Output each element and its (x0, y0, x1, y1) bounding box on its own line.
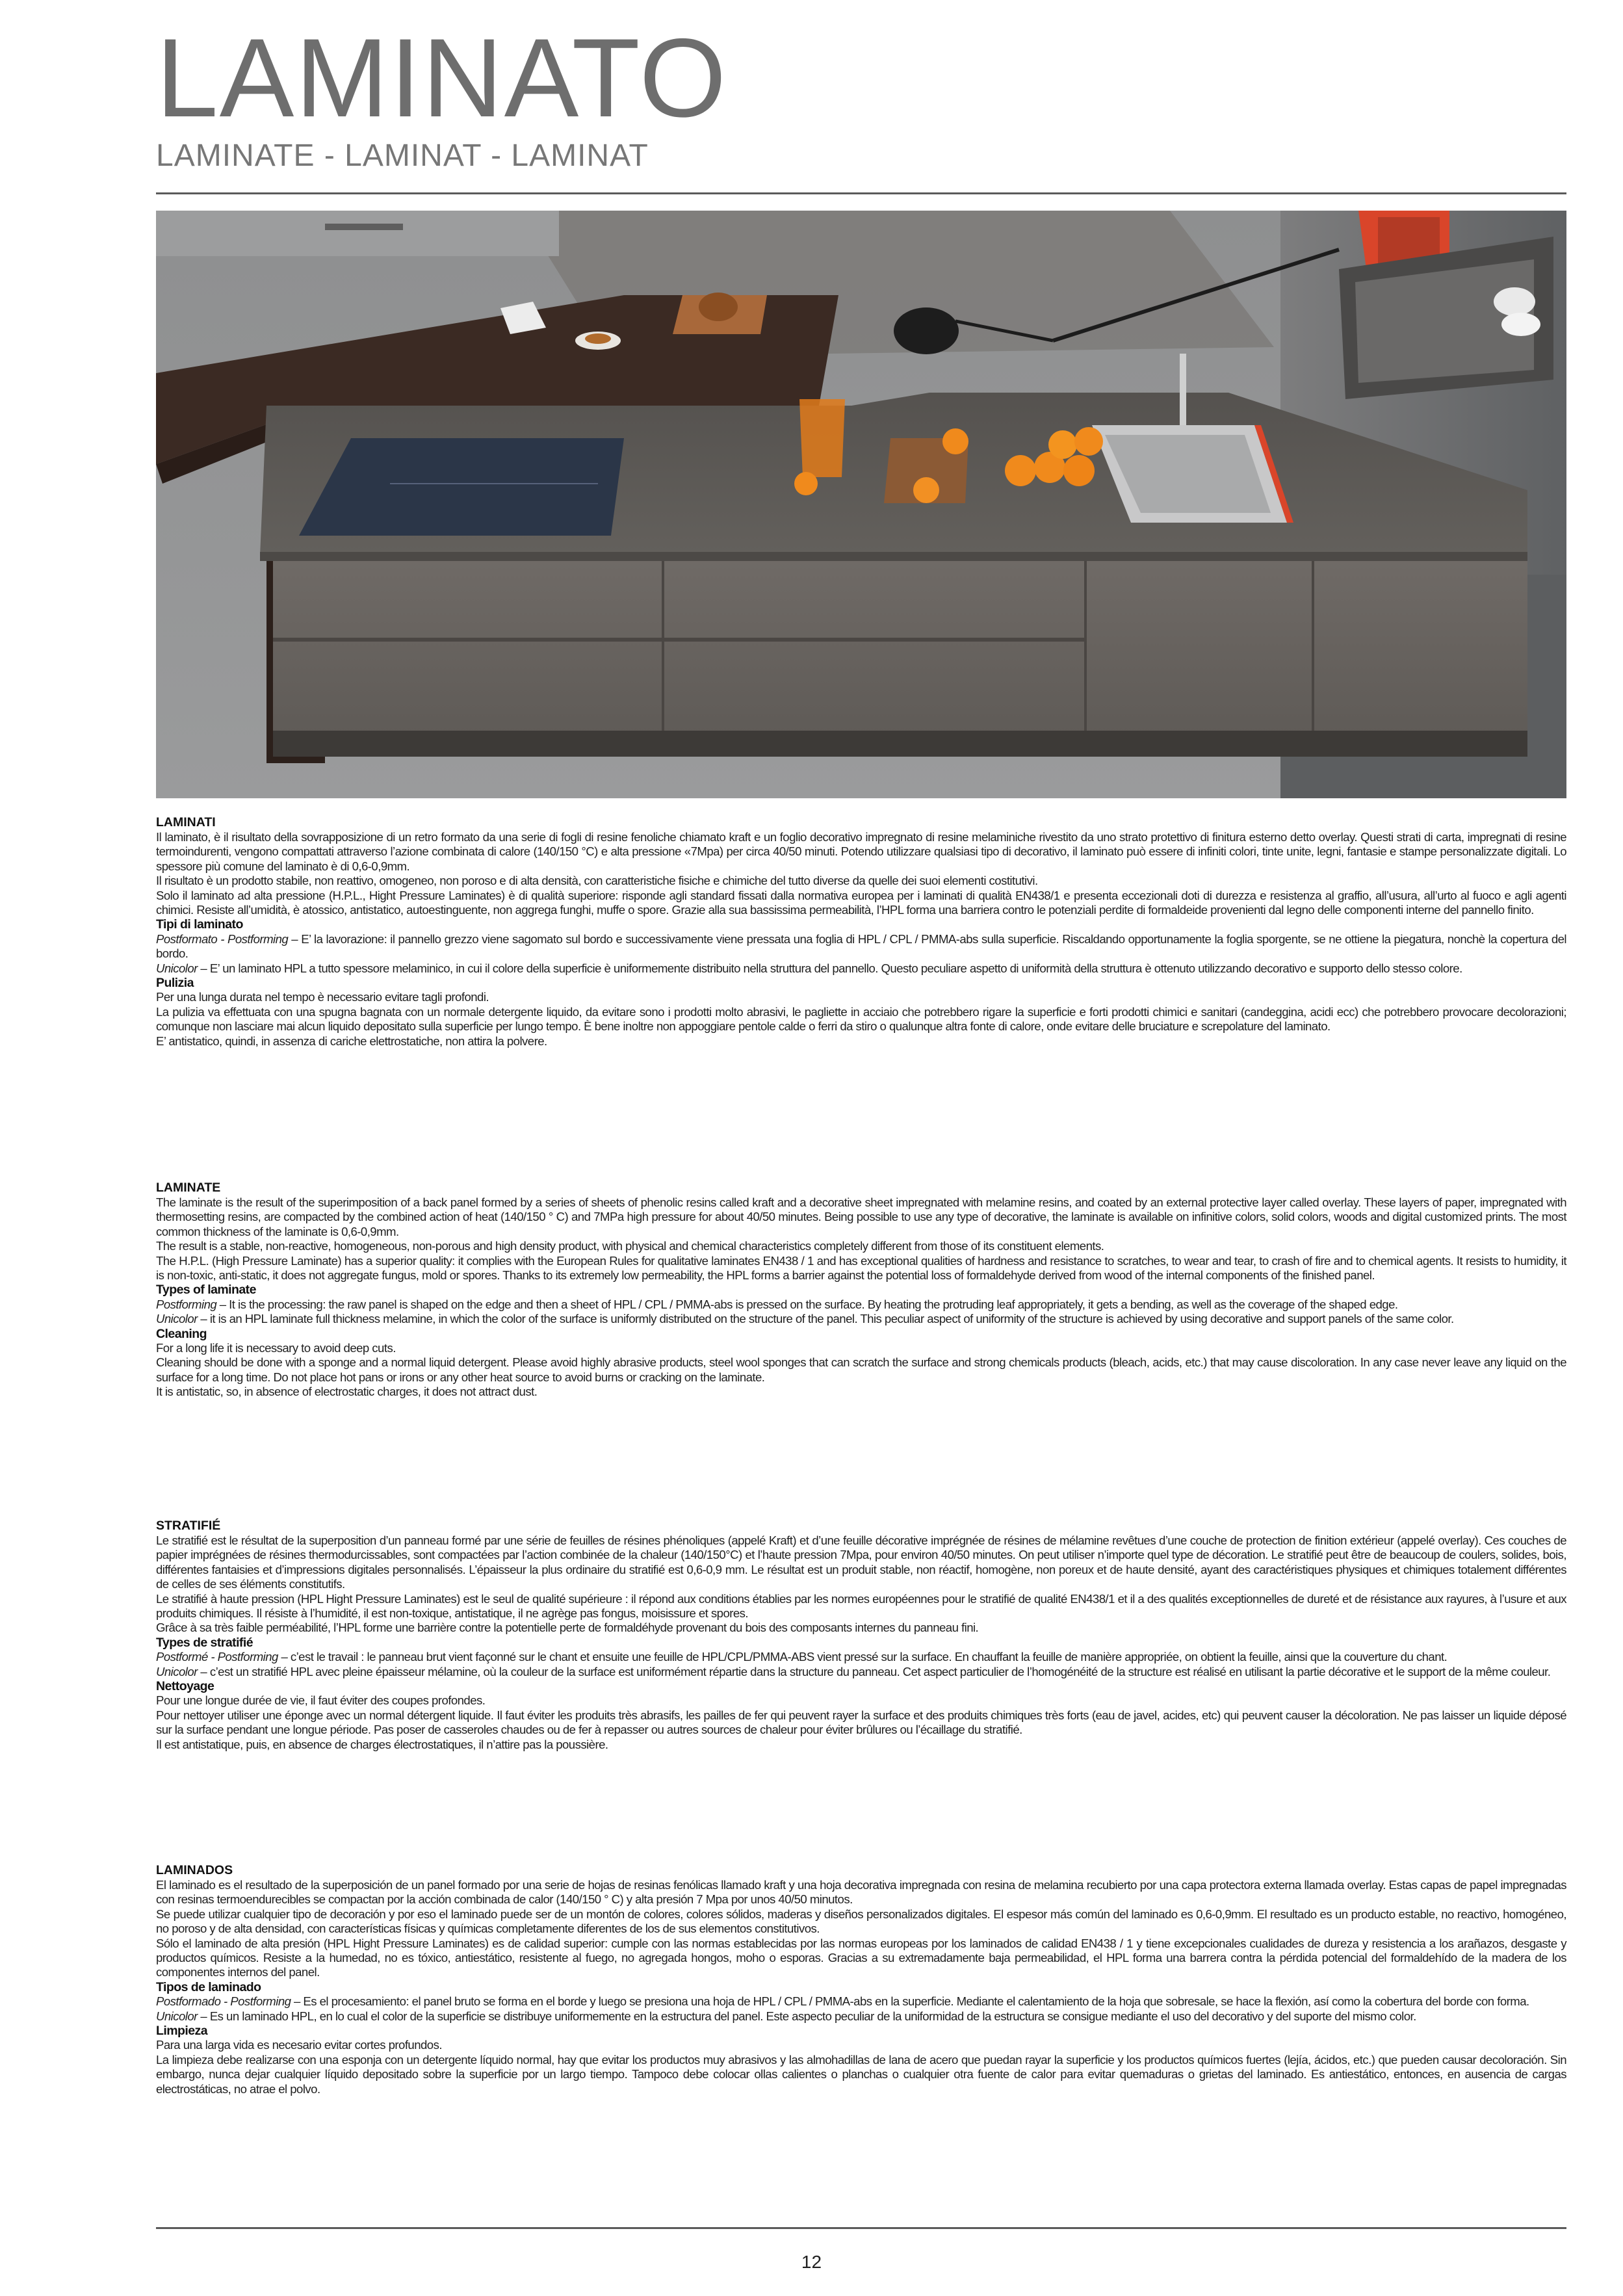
paragraph: El laminado es el resultado de la superposición de un panel formado por una serie de hojas de resinas fenólicas llamado kraft y una hoja decorativa impregnada con resina de melamina recubierto por una capa protectora externa llamada overlay. Estas capas de papel impregnadas con resinas termoendurecibles se compactan por la acción combinada de calor (140/150 ° C) y alta presión 7 Mpa por unos 40/50 minutos. (156, 1878, 1566, 1907)
paragraph (156, 2009, 1566, 2024)
paragraph: Per una lunga durata nel tempo è necessario evitare tagli profondi. (156, 990, 489, 1004)
page-title: LAMINATO (156, 16, 728, 140)
paragraph: Il risultato è un prodotto stabile, non reattivo, omogeneo, non poroso e di alta densità, con caratteristiche fisiche e chimiche del tutto diverse da quelle dei suoi elementi costitutivi. (156, 874, 1038, 888)
term-text: – Es el procesamiento: el panel bruto se forma en el borde y luego se presiona una hoja de HPL / CPL / PMMA-abs en la superficie. Mediante el calentamiento de la hoja que sobresale, se hace la flexión, así como la cobertura del borde con forma. (291, 1994, 1529, 2009)
term-label: Unicolor (156, 961, 198, 975)
paragraph (156, 1312, 1566, 1326)
paragraph: Para una larga vida es necesario evitar cortes profundos. (156, 2038, 442, 2052)
section-heading: LAMINATE (156, 1181, 221, 1195)
paragraph (156, 932, 1566, 961)
header-divider (156, 192, 1566, 194)
subheading: Pulizia (156, 976, 194, 991)
section-heading: STRATIFIÉ (156, 1519, 221, 1533)
term-text: – it is an HPL laminate full thickness melamine, in which the color of the surface is uniformly distributed on the structure of the panel. This peculiar aspect of uniformity of the structure is achieved by using decorative and support panels of the same color. (197, 1312, 1454, 1326)
term-label: Postformato - Postforming (156, 932, 289, 946)
term-text: – E’ la lavorazione: il pannello grezzo viene sagomato sul bordo e successivamente viene pressata una foglia di HPL / CPL / PMMA-abs sulla superficie. Riscaldando opportunamente la foglia sporgente, se ne ottiene la piegatura, nonchè la copertura del bordo. (156, 932, 1566, 961)
footer-divider (156, 2227, 1566, 2229)
subheading: Tipos de laminado (156, 1979, 261, 1994)
section-heading: LAMINATI (156, 815, 216, 829)
kitchen-photo (156, 211, 1566, 798)
paragraph: Sólo el laminado de alta presión (HPL Hight Pressure Laminates) es de calidad superior: cumple con las normas establecidas por las normas europeas por los laminados de calidad EN438 / 1 y tiene excepcionales cualidades de dureza y resistencia a los arañazos, desgaste y productos químicos. Resiste a la humedad, no es tóxico, antiestático, resistente al fuego, no agregada hongos, moho o esporas. Gracias a su extremadamente baja permeabilidad, el HPL forma una barrera contra la pérdida potencial del formaldehído de la madera de los componentes internos del panel. (156, 1936, 1566, 1979)
paragraph (156, 1665, 1566, 1679)
paragraph (156, 1298, 1566, 1312)
page-number: 12 (801, 2252, 822, 2272)
section-english (156, 1181, 1566, 1400)
paragraph: Le stratifié à haute pression (HPL Hight Pressure Laminates) est le seul de qualité supérieure : il répond aux conditions établies par les normes européennes pour le stratifié de qualité EN438/1 et il a des qualités exceptionnelles de dureté et de résistance aux rayures, à l’usure et aux produits chimiques. Il résiste à l’humidité, il est non-toxique, antistatique, il ne agrège pas fongus, moisissure et spores. (156, 1591, 1566, 1621)
paragraph (156, 961, 1566, 976)
term-text: – E’ un laminato HPL a tutto spessore melaminico, in cui il colore della superficie è uniformemente distribuito nella struttura del pannello. Questo peculiare aspetto di uniformità della struttura è ottenuto utilizzando decorativo e supporto dello stesso colore. (197, 961, 1462, 975)
term-label: Postformé - Postforming (156, 1650, 278, 1664)
paragraph: The result is a stable, non-reactive, homogeneous, non-porous and high density product, with physical and chemical characteristics completely different from those of its constituent elements. (156, 1239, 1104, 1253)
section-heading: LAMINADOS (156, 1863, 233, 1877)
subheading: Types de stratifié (156, 1635, 253, 1650)
term-text: – Es un laminado HPL, en lo cual el color de la superficie se distribuye uniformemente en la estructura del panel. Este aspecto peculiar de la uniformidad de la estructura se consigue mediante el uso del decorativo y del suporte del mismo color. (197, 2009, 1416, 2023)
term-label: Postforming (156, 1297, 217, 1311)
paragraph: La pulizia va effettuata con una spugna bagnata con un normale detergente liquido, da evitare sono i prodotti molto abrasivi, le pagliette in acciaio che potrebbero rigare la superficie e forti prodotti chimici e sanitari (candeggina, acidi ecc) che potrebbero provocare decolorazioni; comunque non lasciare mai alcun liquido depositato sulla superficie per lungo tempo. È bene inoltre non appoggiare pentole calde o ferri da stiro o qualunque altra fonte di calore, onde evitare delle bruciature e screpolature del laminato. (156, 1004, 1566, 1034)
paragraph: Le stratifié est le résultat de la superposition d’un panneau formé par une série de feuilles de résines phénoliques (appelé Kraft) et d’une feuille décorative imprégnée de résines de mélamine revêtues d’une couche de protection de finition extérieur (appelé overlay). Ces couches de papier imprégnées de résines thermodurcissables, sont compactées par l’action combinée de la chaleur (140/150°C) et l’haute pression 7Mpa, pour environ 40/50 minutes. On peut utiliser n’importe quel type de décoration. Le stratifié peut être de beaucoup de coulers, solides, bois, différentes fantaisies et d’impressions digitales personnalisés. L’épaisseur la plus ordinaire du stratifié est 0,6-0,9 mm. Le résultat est un produit stable, non réactif, homogène, non poreux et de haute densité, ayant des caractéristiques physiques et chimiques totalement différentes de celles de ses éléments constitutifs. (156, 1533, 1566, 1591)
term-label: Unicolor (156, 1312, 198, 1326)
paragraph: The H.P.L. (High Pressure Laminate) has a superior quality: it complies with the European Rules for qualitative laminates EN438 / 1 and has exceptional qualities of hardness and resistance to scratches, to wear and tear, to crash of fire and to chemical agents. It resists to humidity, it is non-toxic, anti-static, it does not aggregate fungus, mold or spores. Thanks to its extremely low permeability, the HPL forms a barrier against the potential loss of formaldehyde derived from wood of the internal components of the finished panel. (156, 1253, 1566, 1283)
term-text: – c’est un stratifié HPL avec pleine épaisseur mélamine, où la couleur de la surface est uniformément répartie dans la structure du panneau. Cet aspect particulier de l’homogénéité de la structure est réalisé en utilisant la partie décorative et le support de la même couleur. (197, 1664, 1551, 1678)
paragraph: Il laminato, è il risultato della sovrapposizione di un retro formato da una serie di fogli di resine fenoliche chiamato kraft e un foglio decorativo impregnato di resine melaminiche rivestito da uno strato protettivo di finitura esterno detto overlay. Questi strati di carta, impregnati di resine termoindurenti, vengono compattati attraverso l’azione combinata di calore (140/150 °C) e alta pressione «7Mpa) per circa 40/50 minuti. Potendo utilizzare qualsiasi tipo di decorativo, il laminato può essere di infiniti colori, tinte unite, legni, fantasie e stampe personalizzate digitali. Lo spessore più comune del laminato è di 0,6-0,9mm. (156, 830, 1566, 873)
subheading: Cleaning (156, 1326, 207, 1341)
section-french (156, 1519, 1566, 1752)
paragraph (156, 1994, 1566, 2009)
term-label: Unicolor (156, 1664, 198, 1678)
paragraph: For a long life it is necessary to avoid deep cuts. (156, 1341, 396, 1355)
paragraph: La limpieza debe realizarse con una esponja con un detergente líquido normal, hay que evitar los productos muy abrasivos y las almohadillas de lana de acero que puedan rayar la superficie y los productos químicos fuertes (lejía, ácidos, etc.) que pueden causar decoloración. Sin embargo, nunca dejar cualquier líquido depositado sobre la superficie por un largo tiempo. Tampoco debe colocar ollas calientes o planchas o cualquier otra fuente de calor para evitar quemaduras o grietas del laminado. Es antiestático, entonces, en ausencia de cargas electrostáticas, no atrae el polvo. (156, 2052, 1566, 2096)
term-label: Unicolor (156, 2009, 198, 2023)
paragraph: Pour nettoyer utiliser une éponge avec un normal détergent liquide. Il faut éviter les produits très abrasifs, les pailles de fer qui peuvent rayer la surface et des produits chimiques très forts (eau de javel, acides, etc) qui peuvent causer la décoloration. Ne pas laisser un liquide déposé sur la surface pendant une longue période. Pas poser de casseroles chaudes ou de fer à repasser ou autres sources de chaleur pour éviter brûlures ou l’écaillage du stratifié. (156, 1708, 1566, 1737)
subheading: Types of laminate (156, 1283, 256, 1298)
paragraph (156, 1650, 1566, 1664)
term-label: Postformado - Postforming (156, 1994, 291, 2009)
paragraph: Pour une longue durée de vie, il faut éviter des coupes profondes. (156, 1693, 486, 1708)
term-text: – c’est le travail : le panneau brut vient façonné sur le chant et ensuite une feuille de HPL/CPL/PMMA-ABS vient pressé sur la surface. En chauffant la feuille de manière appropriée, on obtient la feuille, ainsi que la couverture du chant. (278, 1650, 1448, 1664)
subheading: Limpieza (156, 2024, 208, 2039)
paragraph: E’ antistatico, quindi, in assenza di cariche elettrostatiche, non attira la polvere. (156, 1034, 547, 1048)
paragraph: Cleaning should be done with a sponge and a normal liquid detergent. Please avoid highly abrasive products, steel wool sponges that can scratch the surface and strong chemicals products (bleach, acids, etc.) that may cause discoloration. In any case never leave any liquid on the surface for a long time. Do not place hot pans or irons or any other heat source to avoid burns or cracking on the laminate. (156, 1355, 1566, 1384)
page-subtitle: LAMINATE - LAMINAT - LAMINAT (156, 138, 649, 173)
term-text: – It is the processing: the raw panel is shaped on the edge and then a sheet of HPL / CPL / PMMA-abs is pressed on the surface. By heating the protruding leaf appropriately, it gets a bending, as well as the coverage of the shaped edge. (216, 1297, 1398, 1311)
subheading: Nettoyage (156, 1679, 214, 1694)
section-italian (156, 815, 1566, 1049)
subheading: Tipi di laminato (156, 917, 243, 932)
paragraph: Solo il laminato ad alta pressione (H.P.L., Hight Pressure Laminates) è di qualità superiore: risponde agli standard fissati dalla normativa europea per i laminati di qualità EN438/1 e presenta eccezionali doti di durezza e resistenza al graffio, all’usura, all’urto al fuoco e agli agenti chimici. Resiste all’umidità, è atossico, antistatico, autoestinguente, non aggrega funghi, muffe o spore. Grazie alla sua bassissima permeabilità, l’HPL forma una barriera contro le potenziali perdite di formaldeide provenienti dal legno delle componenti interne del pannello finito. (156, 888, 1566, 917)
section-spanish (156, 1863, 1566, 2096)
paragraph: It is antistatic, so, in absence of electrostatic charges, it does not attract dust. (156, 1385, 538, 1399)
paragraph: Il est antistatique, puis, en absence de charges électrostatiques, il n’attire pas la poussière. (156, 1737, 608, 1751)
paragraph: Grâce à sa très faible perméabilité, l’HPL forme une barrière contre la potentielle perte de formaldéhyde provenant du bois des composants internes du panneau fini. (156, 1621, 979, 1635)
paragraph: Se puede utilizar cualquier tipo de decoración y por eso el laminado puede ser de un montón de colores, colores sólidos, maderas y diseños personalizados digitales. El espesor más común del laminado es 0,6-0,9mm. El resultado es un producto estable, no reactivo, homogéneo, no poroso y de alta densidad, con características físicas y químicas completamente diferentes de los de sus elementos constitutivos. (156, 1907, 1566, 1936)
paragraph: The laminate is the result of the superimposition of a back panel formed by a series of sheets of phenolic resins called kraft and a decorative sheet impregnated with melamine resins, and coated by an external protective layer called overlay. These layers of paper, impregnated with thermosetting resins, are compacted by the combined action of heat (140/150 ° C) and 7MPa high pressure for about 40/50 minutes. Being possible to use any type of decorative, the laminate is available on infinitive colors, solid colors, woods and digital customized prints. The most common thickness of the laminate is 0,6-0,9mm. (156, 1195, 1566, 1238)
